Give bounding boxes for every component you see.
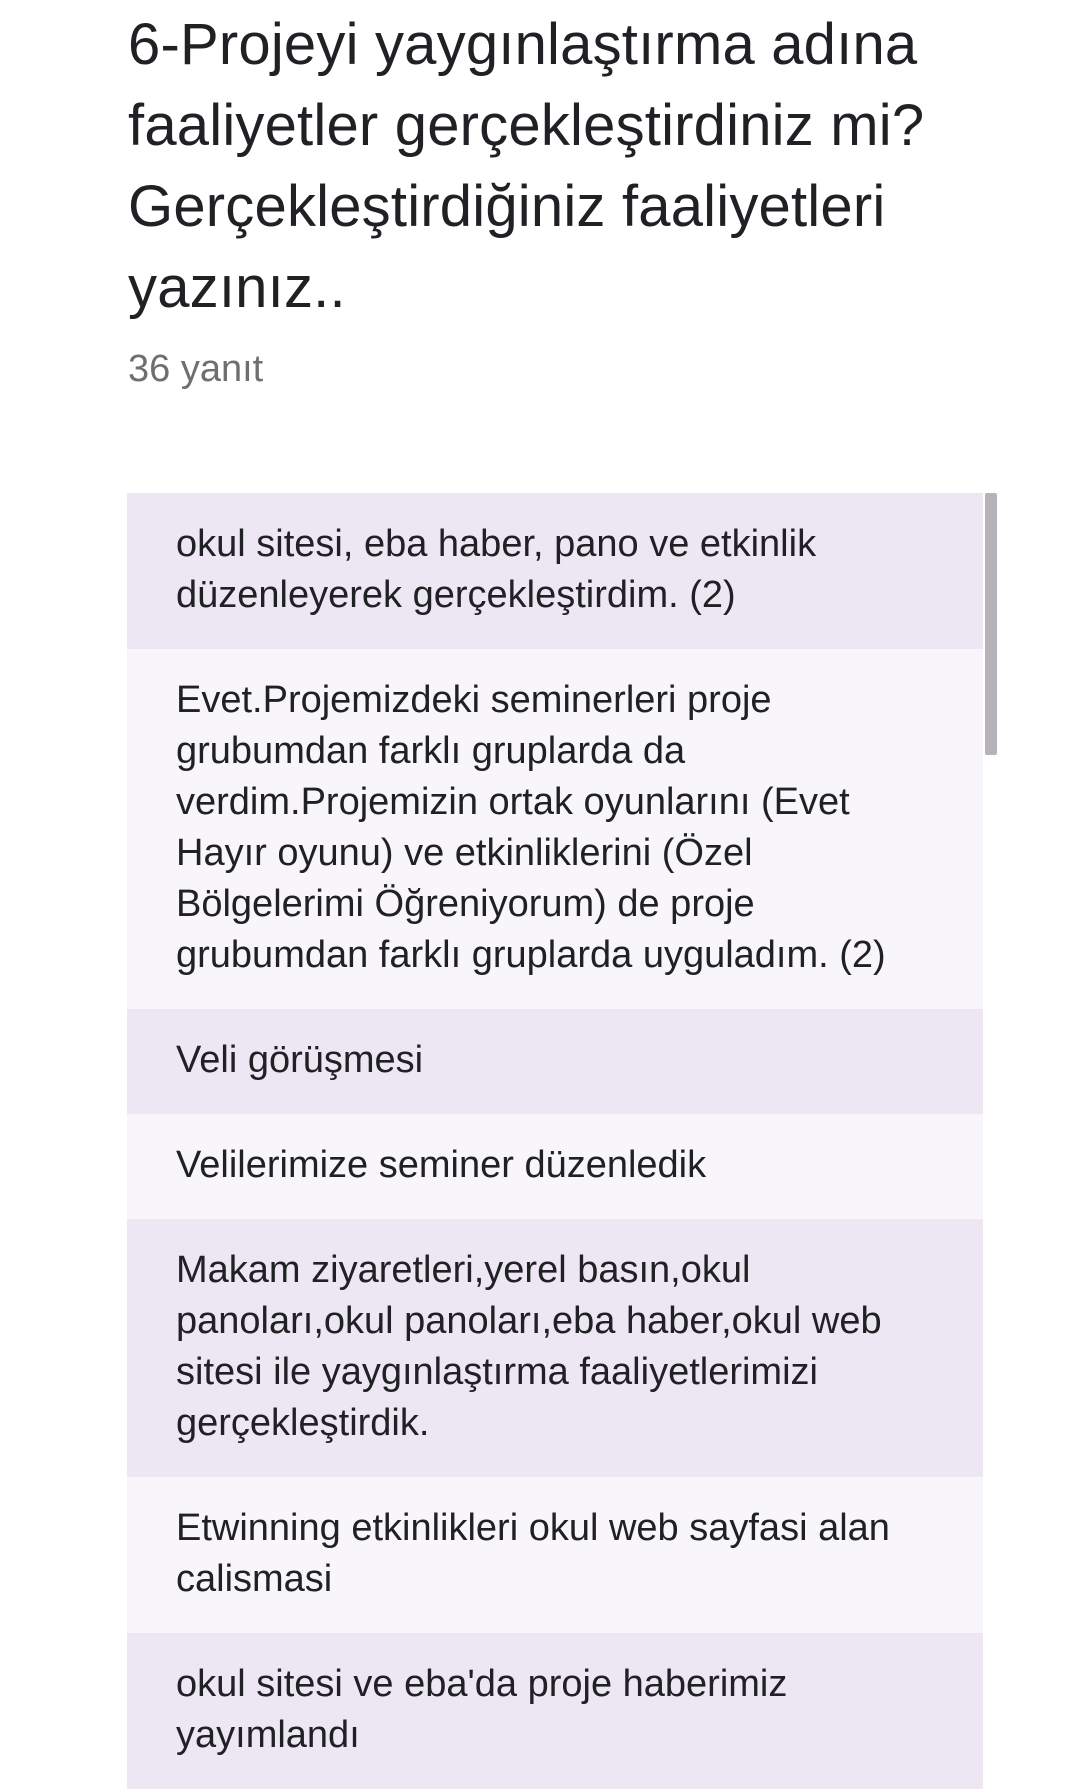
response-item: okul sitesi ve eba'da proje haberimiz yayımlandı bbox=[127, 1633, 983, 1789]
response-list[interactable] bbox=[127, 493, 997, 1756]
response-item: Etwinning etkinlikleri okul web sayfasi alan calismasi bbox=[127, 1477, 983, 1633]
response-item: Makam ziyaretleri,yerel basın,okul panoları,okul panoları,eba haber,okul web sitesi ile yaygınlaştırma faaliyetlerimizi gerçekleştirdik. bbox=[127, 1219, 983, 1477]
response-item: okul sitesi, eba haber, pano ve etkinlik düzenleyerek gerçekleştirdim. (2) bbox=[127, 493, 983, 649]
response-item: Velilerimize seminer düzenledik bbox=[127, 1114, 983, 1219]
response-item: Veli görüşmesi bbox=[127, 1009, 983, 1114]
scrollbar-thumb[interactable] bbox=[985, 493, 997, 755]
question-title: 6-Projeyi yaygınlaştırma adına faaliyetler gerçekleştirdiniz mi? Gerçekleştirdiğiniz faaliyetleri yazınız.. bbox=[128, 12, 925, 320]
response-count: 36 yanıt bbox=[128, 348, 264, 390]
response-item: Evet.Projemizdeki seminerleri proje grubumdan farklı gruplarda da verdim.Projemizin ortak oyunlarını (Evet Hayır oyunu) ve etkinliklerini (Özel Bölgelerimi Öğreniyorum) de proje grubumdan farklı gruplarda uyguladım. (2) bbox=[127, 649, 983, 1009]
